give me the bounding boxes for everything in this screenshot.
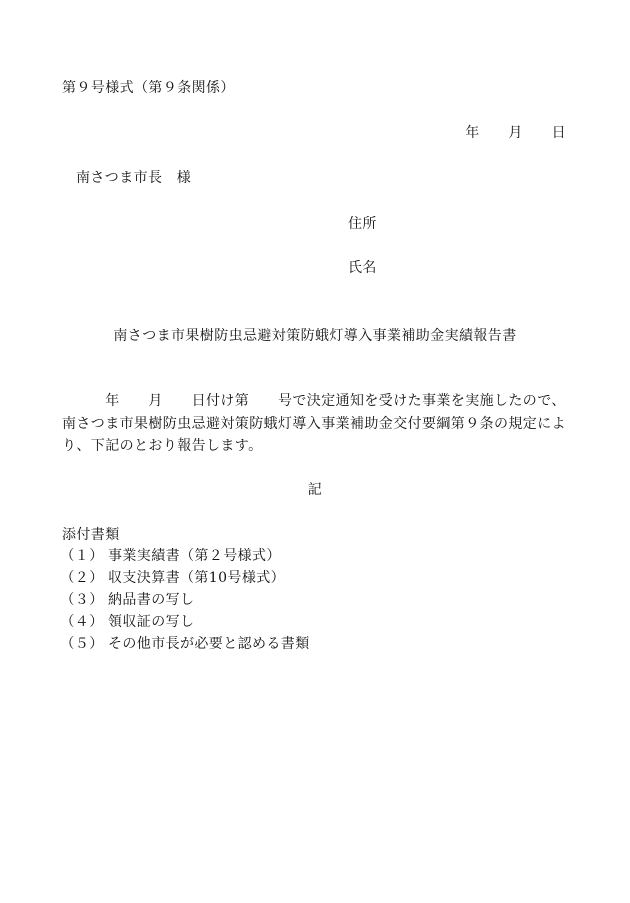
item-label: その他市長が必要と認める書類 (108, 636, 310, 652)
list-item (0, 567, 630, 589)
attachments-list (0, 545, 630, 655)
document-title: 南さつま市果樹防虫忌避対策防蛾灯導入事業補助金実績報告書 (113, 328, 517, 344)
list-item (0, 611, 630, 633)
addressee: 南さつま市長 様 (76, 170, 192, 186)
applicant-name-label: 氏名 (348, 260, 377, 276)
body-line: り、下記のとおり報告します。 (62, 438, 263, 454)
item-label: 事業実績書（第２号様式） (108, 548, 281, 564)
ki-heading: 記 (307, 482, 323, 498)
item-number: （４） (60, 614, 104, 630)
item-label: 納品書の写し (108, 592, 195, 608)
body-line: 年 月 日付け第 号で決定通知を受けた事業を実施したので、 (62, 393, 566, 409)
item-label: 収支決算書（第10号様式） (108, 570, 286, 586)
form-number: 第９号様式（第９条関係） (62, 80, 235, 96)
item-label: 領収証の写し (108, 614, 195, 630)
item-number: （３） (60, 592, 104, 608)
list-item (0, 633, 630, 655)
date-line: 年 月 日 (465, 125, 566, 141)
attachments-heading: 添付書類 (62, 527, 120, 543)
applicant-address-label: 住所 (348, 216, 377, 232)
body-paragraph (62, 390, 572, 458)
item-number: （５） (60, 636, 104, 652)
item-number: （２） (60, 570, 104, 586)
body-line: 南さつま市果樹防虫忌避対策防蛾灯導入事業補助金交付要綱第９条の規定によ (62, 415, 566, 432)
item-number: （１） (60, 548, 104, 564)
list-item (0, 589, 630, 611)
list-item (0, 545, 630, 567)
